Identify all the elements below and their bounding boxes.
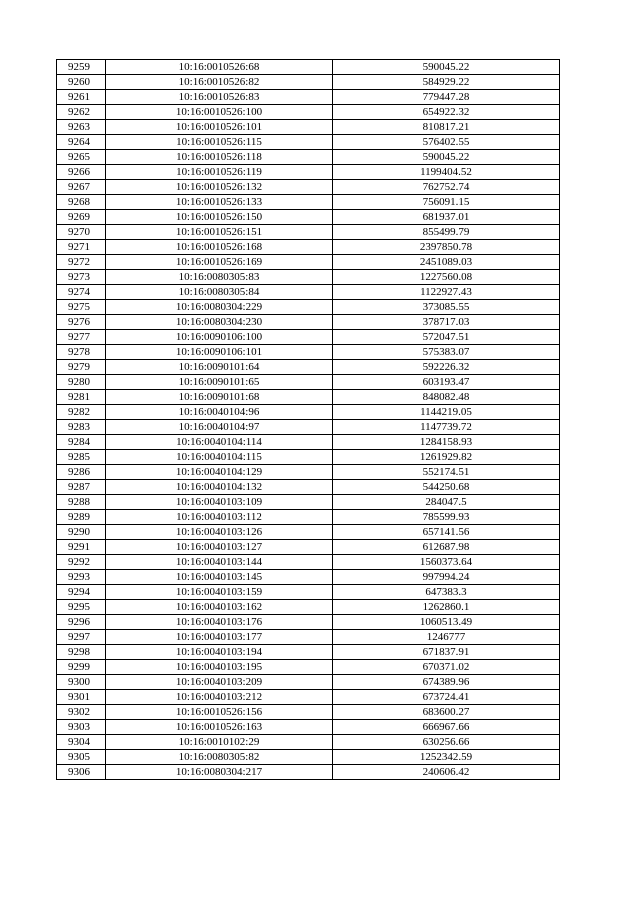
- cadastral-number-cell: 10:16:0010526:132: [106, 180, 333, 195]
- cadastral-number-cell: 10:16:0040103:212: [106, 690, 333, 705]
- table-row: [57, 240, 560, 255]
- cadastral-number-cell: 10:16:0040104:132: [106, 480, 333, 495]
- cadastral-number-cell: 10:16:0040103:209: [106, 675, 333, 690]
- value-cell: 1261929.82: [333, 450, 560, 465]
- cadastral-number-cell: 10:16:0010526:150: [106, 210, 333, 225]
- cadastral-number-cell: 10:16:0090106:100: [106, 330, 333, 345]
- value-cell: 997994.24: [333, 570, 560, 585]
- row-number-cell: 9291: [57, 540, 106, 555]
- row-number-cell: 9299: [57, 660, 106, 675]
- table-row: [57, 210, 560, 225]
- row-number-cell: 9273: [57, 270, 106, 285]
- row-number-cell: 9269: [57, 210, 106, 225]
- row-number-cell: 9295: [57, 600, 106, 615]
- table-row: [57, 360, 560, 375]
- cadastral-number-cell: 10:16:0090101:68: [106, 390, 333, 405]
- value-cell: 657141.56: [333, 525, 560, 540]
- row-number-cell: 9297: [57, 630, 106, 645]
- value-cell: 683600.27: [333, 705, 560, 720]
- cadastral-number-cell: 10:16:0040103:126: [106, 525, 333, 540]
- table-row: [57, 90, 560, 105]
- value-cell: 603193.47: [333, 375, 560, 390]
- cadastral-number-cell: 10:16:0040104:129: [106, 465, 333, 480]
- cadastral-number-cell: 10:16:0010526:151: [106, 225, 333, 240]
- cadastral-number-cell: 10:16:0040103:145: [106, 570, 333, 585]
- cadastral-number-cell: 10:16:0040103:162: [106, 600, 333, 615]
- table-row: [57, 105, 560, 120]
- cadastral-number-cell: 10:16:0010526:115: [106, 135, 333, 150]
- row-number-cell: 9279: [57, 360, 106, 375]
- cadastral-number-cell: 10:16:0090101:65: [106, 375, 333, 390]
- value-cell: 576402.55: [333, 135, 560, 150]
- value-cell: 647383.3: [333, 585, 560, 600]
- row-number-cell: 9284: [57, 435, 106, 450]
- row-number-cell: 9288: [57, 495, 106, 510]
- table-row: [57, 540, 560, 555]
- table-row: [57, 705, 560, 720]
- cadastral-number-cell: 10:16:0040103:194: [106, 645, 333, 660]
- table-row: [57, 615, 560, 630]
- cadastral-number-cell: 10:16:0040103:195: [106, 660, 333, 675]
- row-number-cell: 9266: [57, 165, 106, 180]
- cadastral-number-cell: 10:16:0010102:29: [106, 735, 333, 750]
- value-cell: 590045.22: [333, 60, 560, 75]
- value-cell: 674389.96: [333, 675, 560, 690]
- cadastral-number-cell: 10:16:0010526:169: [106, 255, 333, 270]
- cadastral-number-cell: 10:16:0040103:144: [106, 555, 333, 570]
- row-number-cell: 9298: [57, 645, 106, 660]
- table-row: [57, 180, 560, 195]
- value-cell: 575383.07: [333, 345, 560, 360]
- cadastral-number-cell: 10:16:0010526:68: [106, 60, 333, 75]
- value-cell: 572047.51: [333, 330, 560, 345]
- row-number-cell: 9278: [57, 345, 106, 360]
- value-cell: 1284158.93: [333, 435, 560, 450]
- row-number-cell: 9301: [57, 690, 106, 705]
- table-row: [57, 225, 560, 240]
- table-row: [57, 465, 560, 480]
- value-cell: 1227560.08: [333, 270, 560, 285]
- value-cell: 1262860.1: [333, 600, 560, 615]
- cadastral-number-cell: 10:16:0040103:109: [106, 495, 333, 510]
- value-cell: 779447.28: [333, 90, 560, 105]
- table-row: [57, 675, 560, 690]
- table-row: [57, 750, 560, 765]
- row-number-cell: 9303: [57, 720, 106, 735]
- value-cell: 2397850.78: [333, 240, 560, 255]
- value-cell: 373085.55: [333, 300, 560, 315]
- value-cell: 1147739.72: [333, 420, 560, 435]
- row-number-cell: 9300: [57, 675, 106, 690]
- row-number-cell: 9289: [57, 510, 106, 525]
- row-number-cell: 9271: [57, 240, 106, 255]
- value-cell: 681937.01: [333, 210, 560, 225]
- row-number-cell: 9274: [57, 285, 106, 300]
- row-number-cell: 9272: [57, 255, 106, 270]
- cadastral-number-cell: 10:16:0040104:96: [106, 405, 333, 420]
- value-cell: 666967.66: [333, 720, 560, 735]
- table-row: [57, 585, 560, 600]
- value-cell: 1122927.43: [333, 285, 560, 300]
- value-cell: 762752.74: [333, 180, 560, 195]
- table-row: [57, 525, 560, 540]
- cadastral-number-cell: 10:16:0090101:64: [106, 360, 333, 375]
- row-number-cell: 9285: [57, 450, 106, 465]
- row-number-cell: 9290: [57, 525, 106, 540]
- row-number-cell: 9276: [57, 315, 106, 330]
- table-row: [57, 120, 560, 135]
- cadastral-number-cell: 10:16:0080305:83: [106, 270, 333, 285]
- row-number-cell: 9305: [57, 750, 106, 765]
- value-cell: 2451089.03: [333, 255, 560, 270]
- value-cell: 1144219.05: [333, 405, 560, 420]
- table-row: [57, 330, 560, 345]
- value-cell: 756091.15: [333, 195, 560, 210]
- cadastral-number-cell: 10:16:0090106:101: [106, 345, 333, 360]
- value-cell: 1252342.59: [333, 750, 560, 765]
- value-cell: 552174.51: [333, 465, 560, 480]
- cadastral-number-cell: 10:16:0010526:156: [106, 705, 333, 720]
- row-number-cell: 9287: [57, 480, 106, 495]
- table-row: [57, 300, 560, 315]
- value-cell: 670371.02: [333, 660, 560, 675]
- table-row: [57, 510, 560, 525]
- table-row: [57, 165, 560, 180]
- table-row: [57, 645, 560, 660]
- cadastral-number-cell: 10:16:0040103:159: [106, 585, 333, 600]
- table-row: [57, 735, 560, 750]
- value-cell: 810817.21: [333, 120, 560, 135]
- row-number-cell: 9280: [57, 375, 106, 390]
- cadastral-number-cell: 10:16:0010526:118: [106, 150, 333, 165]
- value-cell: 592226.32: [333, 360, 560, 375]
- row-number-cell: 9283: [57, 420, 106, 435]
- cadastral-number-cell: 10:16:0040103:176: [106, 615, 333, 630]
- value-cell: 1060513.49: [333, 615, 560, 630]
- cadastral-number-cell: 10:16:0040104:114: [106, 435, 333, 450]
- table-row: [57, 255, 560, 270]
- value-cell: 654922.32: [333, 105, 560, 120]
- table-body: [57, 60, 560, 780]
- cadastral-number-cell: 10:16:0080305:82: [106, 750, 333, 765]
- value-cell: 630256.66: [333, 735, 560, 750]
- table-row: [57, 420, 560, 435]
- row-number-cell: 9264: [57, 135, 106, 150]
- cadastral-number-cell: 10:16:0010526:100: [106, 105, 333, 120]
- value-cell: 612687.98: [333, 540, 560, 555]
- cadastral-number-cell: 10:16:0010526:163: [106, 720, 333, 735]
- cadastral-number-cell: 10:16:0010526:119: [106, 165, 333, 180]
- cadastral-number-cell: 10:16:0080305:84: [106, 285, 333, 300]
- cadastral-number-cell: 10:16:0040103:177: [106, 630, 333, 645]
- value-cell: 284047.5: [333, 495, 560, 510]
- row-number-cell: 9304: [57, 735, 106, 750]
- value-cell: 544250.68: [333, 480, 560, 495]
- table-row: [57, 150, 560, 165]
- value-cell: 590045.22: [333, 150, 560, 165]
- table-row: [57, 480, 560, 495]
- row-number-cell: 9286: [57, 465, 106, 480]
- cadastral-number-cell: 10:16:0080304:229: [106, 300, 333, 315]
- row-number-cell: 9282: [57, 405, 106, 420]
- row-number-cell: 9270: [57, 225, 106, 240]
- value-cell: 378717.03: [333, 315, 560, 330]
- table-row: [57, 375, 560, 390]
- table-row: [57, 390, 560, 405]
- table-row: [57, 60, 560, 75]
- table-row: [57, 720, 560, 735]
- row-number-cell: 9267: [57, 180, 106, 195]
- row-number-cell: 9292: [57, 555, 106, 570]
- row-number-cell: 9263: [57, 120, 106, 135]
- value-cell: 1199404.52: [333, 165, 560, 180]
- row-number-cell: 9306: [57, 765, 106, 780]
- table-row: [57, 495, 560, 510]
- table-row: [57, 570, 560, 585]
- cadastral-number-cell: 10:16:0040103:127: [106, 540, 333, 555]
- row-number-cell: 9261: [57, 90, 106, 105]
- value-cell: 785599.93: [333, 510, 560, 525]
- value-cell: 1560373.64: [333, 555, 560, 570]
- cadastral-number-cell: 10:16:0040104:97: [106, 420, 333, 435]
- table-row: [57, 765, 560, 780]
- row-number-cell: 9281: [57, 390, 106, 405]
- row-number-cell: 9277: [57, 330, 106, 345]
- table-row: [57, 270, 560, 285]
- table-row: [57, 630, 560, 645]
- table-row: [57, 435, 560, 450]
- table-row: [57, 450, 560, 465]
- table-row: [57, 315, 560, 330]
- row-number-cell: 9294: [57, 585, 106, 600]
- value-cell: 671837.91: [333, 645, 560, 660]
- table-row: [57, 285, 560, 300]
- data-table: [56, 59, 560, 780]
- row-number-cell: 9293: [57, 570, 106, 585]
- row-number-cell: 9275: [57, 300, 106, 315]
- value-cell: 1246777: [333, 630, 560, 645]
- table-row: [57, 195, 560, 210]
- cadastral-number-cell: 10:16:0010526:133: [106, 195, 333, 210]
- cadastral-number-cell: 10:16:0010526:82: [106, 75, 333, 90]
- table-row: [57, 660, 560, 675]
- table-row: [57, 345, 560, 360]
- table-row: [57, 555, 560, 570]
- cadastral-number-cell: 10:16:0010526:83: [106, 90, 333, 105]
- cadastral-number-cell: 10:16:0040103:112: [106, 510, 333, 525]
- data-table-container: [56, 59, 559, 780]
- value-cell: 855499.79: [333, 225, 560, 240]
- value-cell: 848082.48: [333, 390, 560, 405]
- cadastral-number-cell: 10:16:0010526:168: [106, 240, 333, 255]
- row-number-cell: 9265: [57, 150, 106, 165]
- table-row: [57, 75, 560, 90]
- row-number-cell: 9302: [57, 705, 106, 720]
- cadastral-number-cell: 10:16:0040104:115: [106, 450, 333, 465]
- row-number-cell: 9262: [57, 105, 106, 120]
- row-number-cell: 9260: [57, 75, 106, 90]
- cadastral-number-cell: 10:16:0080304:217: [106, 765, 333, 780]
- value-cell: 240606.42: [333, 765, 560, 780]
- cadastral-number-cell: 10:16:0010526:101: [106, 120, 333, 135]
- table-row: [57, 405, 560, 420]
- row-number-cell: 9259: [57, 60, 106, 75]
- table-row: [57, 690, 560, 705]
- row-number-cell: 9268: [57, 195, 106, 210]
- cadastral-number-cell: 10:16:0080304:230: [106, 315, 333, 330]
- table-row: [57, 600, 560, 615]
- row-number-cell: 9296: [57, 615, 106, 630]
- table-row: [57, 135, 560, 150]
- value-cell: 673724.41: [333, 690, 560, 705]
- value-cell: 584929.22: [333, 75, 560, 90]
